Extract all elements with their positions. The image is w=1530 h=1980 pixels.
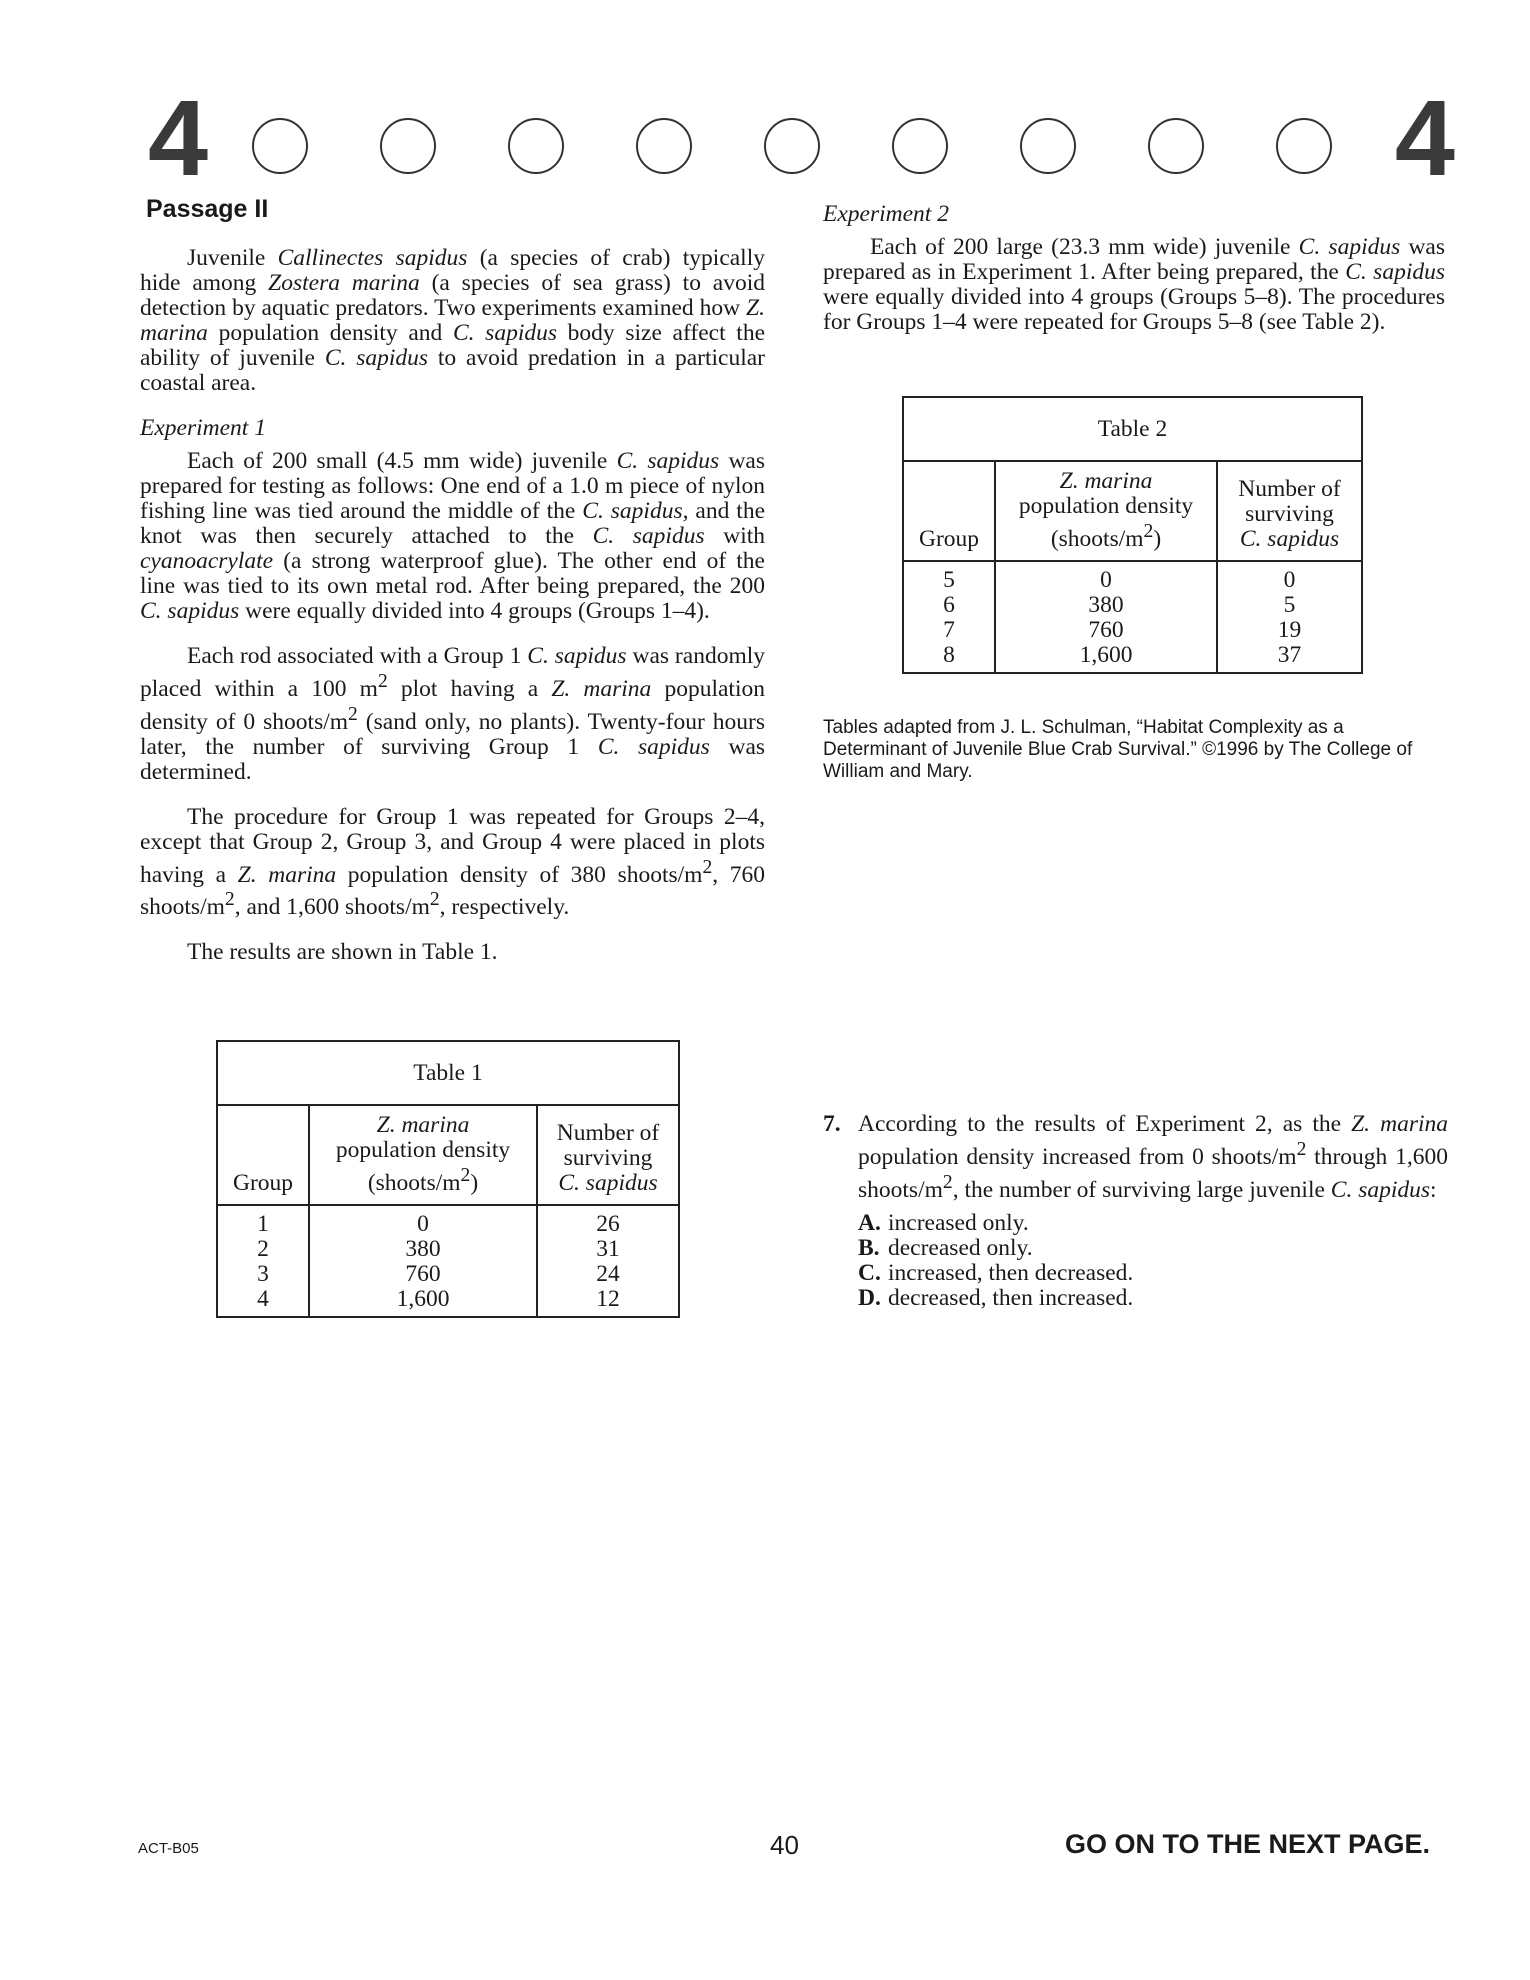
table-header-row <box>218 1106 678 1206</box>
species-name: C. sapidus <box>527 643 627 669</box>
header-text: (shoots/m <box>367 1170 461 1196</box>
option-text: increased only. <box>888 1209 1029 1236</box>
table-caption: Table 1 <box>218 1042 678 1106</box>
column-surviving <box>1216 562 1361 672</box>
table-body <box>904 562 1361 672</box>
text-run: was randomly placed within a 100 m <box>140 643 765 702</box>
table-cell: 1,600 <box>1079 642 1133 668</box>
superscript: 2 <box>1143 521 1154 543</box>
answer-options <box>858 1211 1448 1311</box>
chemical-name: cyanoacrylate <box>140 548 274 574</box>
table-cell: 19 <box>1277 617 1302 643</box>
table-cell: 37 <box>1277 642 1302 668</box>
experiment-2-paragraph-1 <box>823 235 1445 335</box>
text-run: to avoid predation in a particular coastal area. <box>140 345 765 396</box>
section-number-right: 4 <box>1394 77 1455 198</box>
option-letter: A. <box>858 1209 881 1236</box>
table-cell: 1 <box>257 1211 269 1237</box>
table-cell: 0 <box>1100 567 1112 593</box>
text-run: plot having a <box>387 675 552 702</box>
text-run: through 1,600 shoots/m <box>858 1143 1448 1203</box>
text-run: Each of 200 large (23.3 mm wide) juvenile <box>870 234 1299 260</box>
text-run: , and 1,600 shoots/m <box>234 894 430 921</box>
header-circle <box>764 118 820 174</box>
table-cell: 26 <box>596 1211 620 1237</box>
header-text: Z. marina <box>1059 468 1153 495</box>
text-run: , respectively. <box>439 894 570 921</box>
passage-title: Passage II <box>146 195 269 223</box>
section-number-left: 4 <box>148 77 209 198</box>
text-run: body size affect the ability of juvenile <box>140 320 765 371</box>
header-text: C. sapidus <box>558 1170 658 1196</box>
superscript: 2 <box>224 889 235 911</box>
superscript: 2 <box>702 856 713 878</box>
text-run: population density of 380 shoots/m <box>336 861 703 888</box>
table-cell: 380 <box>1088 592 1124 618</box>
header-circle <box>252 118 308 174</box>
right-column <box>823 202 1445 355</box>
header-text: Number of <box>1238 476 1341 502</box>
table-cell: 5 <box>943 567 955 593</box>
table-caption: Table 2 <box>904 398 1361 462</box>
intro-paragraph <box>140 246 765 396</box>
text-run: population density and <box>207 320 453 346</box>
header-unit <box>310 1163 536 1196</box>
header-circle <box>380 118 436 174</box>
header-circle <box>892 118 948 174</box>
experiment-1-paragraph-4: The results are shown in Table 1. <box>187 939 498 966</box>
table-cell: 0 <box>1283 567 1296 593</box>
answer-option-d[interactable] <box>858 1286 1448 1311</box>
option-letter: B. <box>858 1234 880 1261</box>
table-cell: 1,600 <box>396 1286 450 1312</box>
table-cell: 6 <box>943 592 955 618</box>
header-circle <box>636 118 692 174</box>
column-surviving <box>536 1206 678 1316</box>
species-name: C. sapidus <box>324 345 429 371</box>
text-run: Juvenile <box>187 245 278 271</box>
table-1 <box>216 1040 680 1318</box>
table-cell: 380 <box>405 1236 441 1262</box>
experiment-1-title: Experiment 1 <box>140 415 266 441</box>
superscript: 2 <box>377 671 388 692</box>
column-density <box>994 562 1216 672</box>
table-cell: 8 <box>943 642 955 668</box>
species-name: Z. marina <box>551 675 652 702</box>
header-circle <box>1276 118 1332 174</box>
superscript: 2 <box>1296 1139 1307 1160</box>
species-name: Callinectes sapidus <box>277 245 468 271</box>
species-name: C. sapidus <box>1330 1176 1431 1203</box>
header-text: ) <box>1153 526 1162 552</box>
text-run: Each rod associated with a Group 1 <box>187 643 528 669</box>
species-name: Zostera marina <box>268 270 420 296</box>
text-run: population density increased from 0 shoots/m <box>858 1143 1297 1170</box>
table-cell: 0 <box>417 1211 429 1237</box>
header-text: ) <box>470 1170 479 1196</box>
text-run: (a species of crab) typically hide among <box>140 245 765 296</box>
section-header <box>140 77 1455 198</box>
experiment-2-title: Experiment 2 <box>823 201 949 227</box>
table-cell: 760 <box>405 1261 441 1287</box>
table-cell: 7 <box>943 617 955 643</box>
text-run: According to the results of Experiment 2, as the <box>858 1111 1352 1137</box>
form-code: ACT-B05 <box>138 1840 199 1857</box>
header-circle <box>1020 118 1076 174</box>
column-header-surviving <box>536 1106 678 1204</box>
experiment-1-paragraph-3 <box>140 805 765 921</box>
experiment-1-paragraph-1 <box>140 449 765 624</box>
species-name: C. sapidus <box>1345 259 1445 285</box>
option-text: decreased, then increased. <box>888 1284 1134 1311</box>
superscript: 2 <box>942 1171 953 1193</box>
table-source-note: Tables adapted from J. L. Schulman, “Habitat Complexity as a Determinant of Juvenile Blue Crab Survival.” ©1996 by The College of William and Mary. <box>823 717 1413 782</box>
table-cell: 760 <box>1088 617 1124 643</box>
table-cell: 3 <box>257 1261 269 1287</box>
table-cell: 5 <box>1283 592 1296 618</box>
answer-option-a[interactable] <box>858 1211 1448 1236</box>
question-7 <box>823 1112 1448 1311</box>
text-run: , and the knot was then securely attached to the <box>140 498 766 549</box>
text-run: population density of 0 shoots/m <box>140 675 765 735</box>
text-run: was prepared for testing as follows: One end of a 1.0 m piece of nylon fishing line was tied around the middle of the <box>140 448 766 524</box>
text-run: Each of 200 small (4.5 mm wide) juvenile <box>187 448 617 474</box>
header-text: (shoots/m <box>1050 526 1144 552</box>
column-group <box>904 562 994 672</box>
species-name: C. sapidus <box>592 523 705 549</box>
question-number: 7. <box>823 1111 841 1137</box>
text-run: The procedure for Group 1 was repeated for Groups 2–4, except that Group 2, Group 3, and Group 4 were placed in plots having a <box>140 803 765 888</box>
species-name: C. sapidus <box>1298 234 1401 260</box>
option-letter: D. <box>858 1284 881 1311</box>
header-text: Group <box>232 1170 294 1196</box>
table-header-row <box>904 462 1361 562</box>
species-name: C. sapidus <box>582 498 683 524</box>
table-body <box>218 1206 678 1316</box>
table-cell: 2 <box>257 1236 269 1262</box>
species-name: C. sapidus <box>452 320 557 346</box>
text-run: : <box>1430 1176 1437 1203</box>
header-text: population density <box>335 1137 511 1164</box>
question-text <box>858 1112 1448 1203</box>
experiment-1-paragraph-2 <box>140 644 765 785</box>
table-cell: 12 <box>596 1286 620 1312</box>
text-run: was determined. <box>140 733 766 785</box>
header-text: Number of <box>556 1120 660 1146</box>
header-text: C. sapidus <box>1239 526 1340 552</box>
header-unit <box>996 519 1216 552</box>
table-2 <box>902 396 1363 674</box>
header-text: surviving <box>563 1145 653 1171</box>
species-name: C. sapidus <box>140 598 240 624</box>
text-run: (sand only, no plants). Twenty-four hours later, the number of surviving Group 1 <box>140 708 765 760</box>
question-stem <box>823 1112 1448 1203</box>
answer-option-b[interactable] <box>858 1236 1448 1261</box>
superscript: 2 <box>348 703 358 725</box>
superscript: 2 <box>460 1165 471 1187</box>
superscript: 2 <box>429 889 440 911</box>
text-run: , 760 shoots/m <box>140 861 766 921</box>
answer-option-c[interactable] <box>858 1261 1448 1286</box>
text-run: , the number of surviving large juvenile <box>952 1176 1331 1203</box>
table-cell: 24 <box>596 1261 620 1287</box>
column-header-group <box>904 462 994 560</box>
table-cell: 31 <box>596 1236 620 1262</box>
text-run: were equally divided into 4 groups (Groups 1–4). <box>239 598 710 624</box>
column-header-surviving <box>1216 462 1361 560</box>
text-run: with <box>704 523 765 549</box>
column-group <box>218 1206 308 1316</box>
column-header-density <box>308 1106 536 1204</box>
text-run: (a strong waterproof glue). The other end of the line was tied to its own metal rod. After being prepared, the 200 <box>140 548 765 599</box>
header-circle <box>508 118 564 174</box>
column-header-density <box>994 462 1216 560</box>
page-number: 40 <box>770 1830 799 1860</box>
text-run: was prepared as in Experiment 1. After being prepared, the <box>823 234 1445 285</box>
table-cell: 4 <box>257 1286 269 1312</box>
left-column <box>140 197 765 985</box>
species-name: Z. marina <box>1351 1111 1448 1137</box>
species-name: Z. marina <box>237 861 337 888</box>
header-text: Z. marina <box>376 1112 470 1139</box>
header-text: surviving <box>1245 501 1334 527</box>
next-page-notice: GO ON TO THE NEXT PAGE. <box>1064 1829 1430 1859</box>
species-name: Z. marina <box>140 295 765 346</box>
species-name: C. sapidus <box>597 733 710 760</box>
option-letter: C. <box>858 1259 881 1286</box>
column-header-group <box>218 1106 308 1204</box>
species-name: C. sapidus <box>616 448 720 474</box>
column-density <box>308 1206 536 1316</box>
header-text: Group <box>918 526 980 552</box>
option-text: increased, then decreased. <box>888 1259 1134 1286</box>
text-run: (a species of sea grass) to avoid detection by aquatic predators. Two experiments examined how <box>140 270 766 321</box>
text-run: were equally divided into 4 groups (Groups 5–8). The procedures for Groups 1–4 were repeated for Groups 5–8 (see Table 2). <box>823 284 1445 335</box>
option-text: decreased only. <box>888 1234 1033 1261</box>
header-circle <box>1148 118 1204 174</box>
header-text: population density <box>1018 493 1194 520</box>
